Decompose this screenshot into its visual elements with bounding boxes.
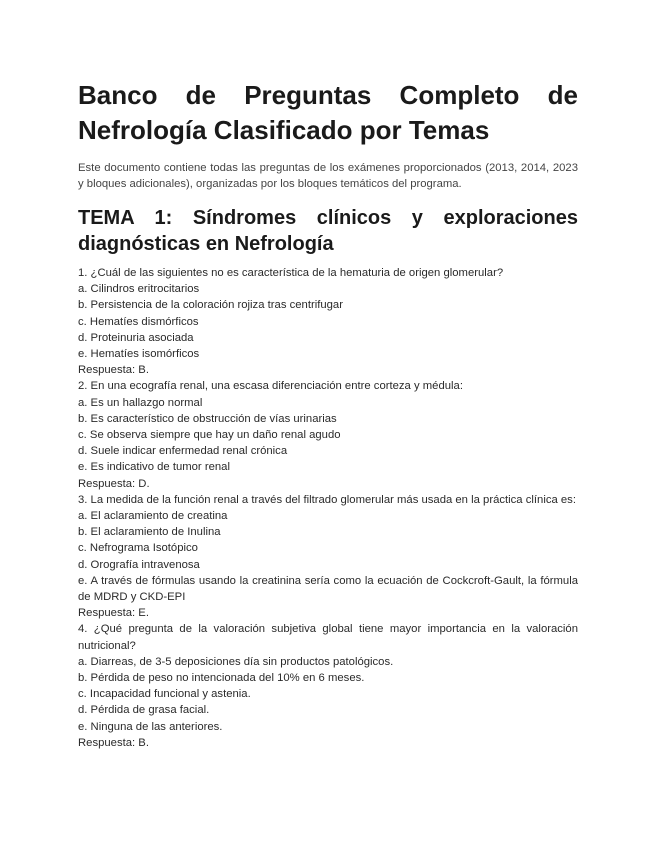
- answer-option: b. El aclaramiento de Inulina: [78, 526, 221, 539]
- section-title: TEMA 1: Síndromes clínicos y exploraciones diagnósticas en Nefrología: [78, 207, 578, 255]
- answer-option: e. Ninguna de las anteriores.: [78, 720, 223, 733]
- question-list: [78, 265, 578, 751]
- answer-option: b. Persistencia de la coloración rojiza tras centrifugar: [78, 299, 343, 312]
- document-title: Banco de Preguntas Completo de Nefrología Clasificado por Temas: [78, 80, 578, 145]
- answer-option: c. Nefrograma Isotópico: [78, 542, 198, 555]
- question-answer: Respuesta: B.: [78, 736, 149, 749]
- answer-option: a. El aclaramiento de creatina: [78, 510, 228, 523]
- question-block: [78, 378, 578, 491]
- answer-option: d. Pérdida de grasa facial.: [78, 704, 210, 717]
- answer-option: e. Es indicativo de tumor renal: [78, 461, 230, 474]
- question-block: [78, 492, 578, 622]
- question-answer: Respuesta: D.: [78, 477, 150, 490]
- document-page: [78, 78, 578, 751]
- question-answer: Respuesta: E.: [78, 607, 149, 620]
- question-block: [78, 621, 578, 751]
- question-answer: Respuesta: B.: [78, 364, 149, 377]
- answer-option: a. Es un hallazgo normal: [78, 396, 203, 409]
- answer-option: a. Diarreas, de 3-5 deposiciones día sin productos patológicos.: [78, 655, 394, 668]
- answer-option: b. Pérdida de peso no intencionada del 10% en 6 meses.: [78, 672, 365, 685]
- answer-option: b. Es característico de obstrucción de vías urinarias: [78, 412, 337, 425]
- answer-option: a. Cilindros eritrocitarios: [78, 283, 200, 296]
- answer-option: e. Hematíes isomórficos: [78, 348, 200, 361]
- question-text: 3. La medida de la función renal a través del filtrado glomerular más usada en la práctica clínica es:: [78, 493, 576, 506]
- question-text: 1. ¿Cuál de las siguientes no es característica de la hematuria de origen glomerular?: [78, 267, 504, 279]
- answer-option: c. Incapacidad funcional y astenia.: [78, 688, 251, 701]
- question-text: 2. En una ecografía renal, una escasa diferenciación entre corteza y médula:: [78, 380, 463, 393]
- answer-option: e. A través de fórmulas usando la creatinina sería como la ecuación de Cockcroft-Gault, la fórmula de MDRD y CKD-EPI: [78, 574, 578, 604]
- question-block: [78, 265, 578, 378]
- answer-option: d. Suele indicar enfermedad renal crónica: [78, 445, 288, 458]
- document-intro: Este documento contiene todas las preguntas de los exámenes proporcionados (2013, 2014, 2023 y bloques adicionales), organizadas por los bloques temáticos del programa.: [78, 162, 578, 190]
- answer-option: c. Se observa siempre que hay un daño renal agudo: [78, 429, 341, 442]
- question-text: 4. ¿Qué pregunta de la valoración subjetiva global tiene mayor importancia en la valoración nutricional?: [78, 623, 578, 652]
- answer-option: c. Hematíes dismórficos: [78, 315, 199, 328]
- answer-option: d. Proteinuria asociada: [78, 331, 194, 344]
- answer-option: d. Orografía intravenosa: [78, 558, 200, 571]
